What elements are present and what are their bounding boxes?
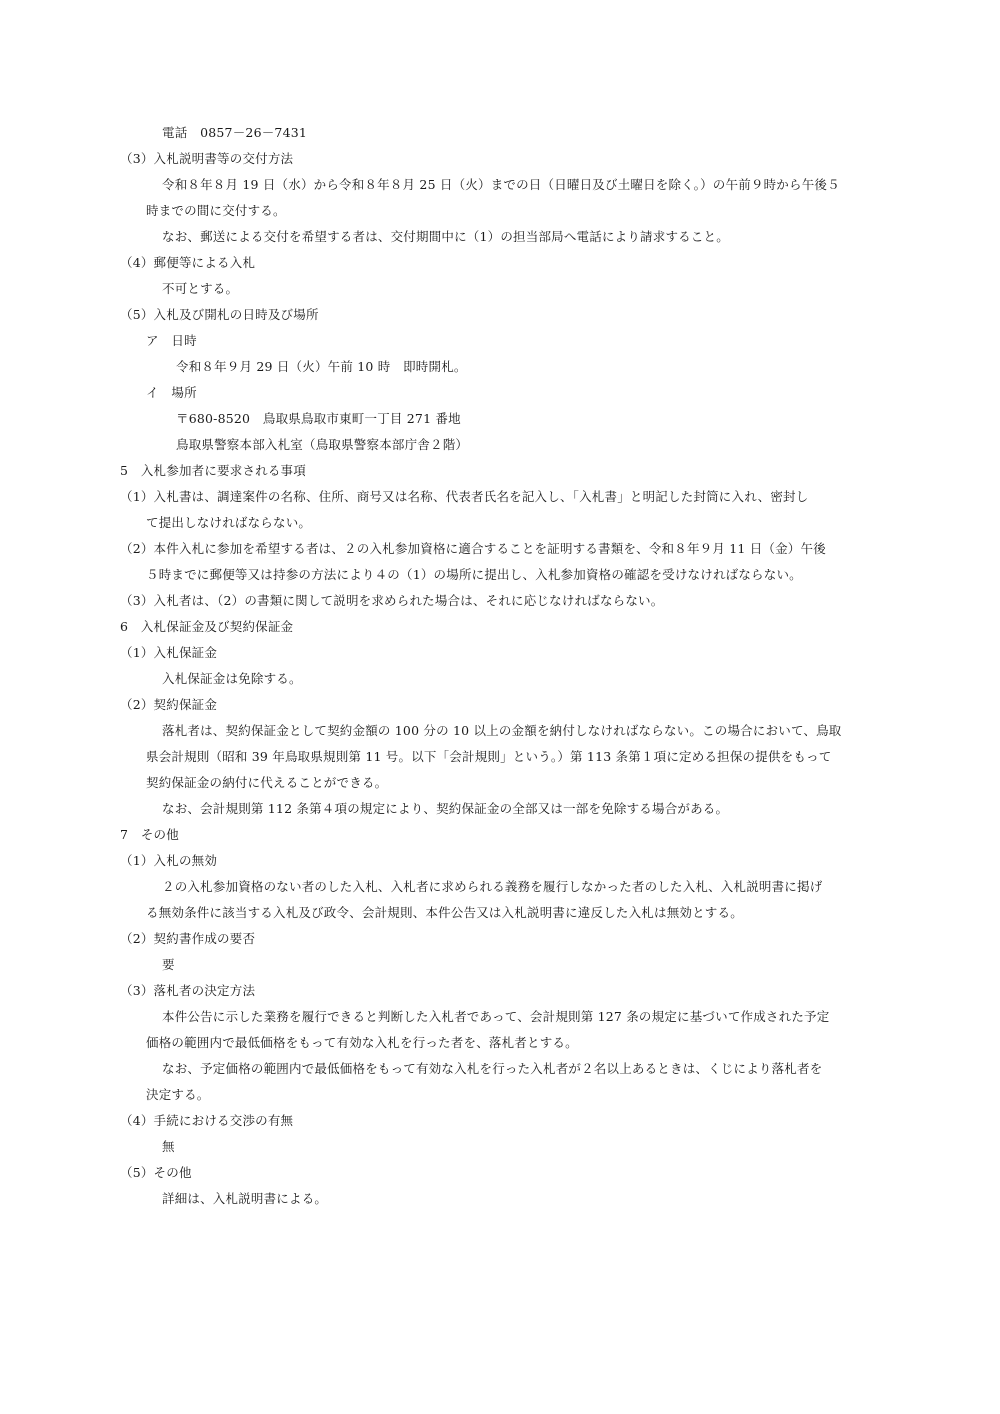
section-heading: （1）入札保証金 — [120, 645, 218, 660]
paragraph-line: 落札者は、契約保証金として契約金額の 100 分の 10 以上の金額を納付しなければならない。この場合において、鳥取 — [162, 723, 842, 738]
section-heading: （2）契約保証金 — [120, 697, 218, 712]
paragraph-line: 決定する。 — [146, 1087, 210, 1102]
section-heading: （5）入札及び開札の日時及び場所 — [120, 307, 319, 322]
sub-heading: イ 場所 — [146, 385, 197, 400]
paragraph-line: 要 — [162, 957, 175, 972]
paragraph-line: 令和８年９月 29 日（火）午前 10 時 即時開札。 — [176, 359, 467, 374]
sub-heading: ア 日時 — [146, 333, 197, 348]
paragraph-line: 令和８年８月 19 日（水）から令和８年８月 25 日（火）までの日（日曜日及び土曜日を除く。）の午前９時から午後５ — [162, 177, 840, 192]
section-heading: （1）入札の無効 — [120, 853, 218, 868]
paragraph-line: 時までの間に交付する。 — [146, 203, 286, 218]
section-heading: （4）手続における交渉の有無 — [120, 1113, 294, 1128]
paragraph-line: なお、郵送による交付を希望する者は、交付期間中に（1）の担当部局へ電話により請求すること。 — [162, 229, 729, 244]
paragraph-line: ５時までに郵便等又は持参の方法により４の（1）の場所に提出し、入札参加資格の確認を受けなければならない。 — [146, 567, 802, 582]
chapter-heading: 6 入札保証金及び契約保証金 — [120, 619, 294, 634]
paragraph-line: （3）入札者は、（2）の書類に関して説明を求められた場合は、それに応じなければならない。 — [120, 593, 664, 608]
paragraph-line: 契約保証金の納付に代えることができる。 — [146, 775, 388, 790]
section-heading: （4）郵便等による入札 — [120, 255, 256, 270]
paragraph-line: 無 — [162, 1139, 175, 1154]
chapter-heading: 7 その他 — [120, 827, 179, 842]
chapter-heading: 5 入札参加者に要求される事項 — [120, 463, 306, 478]
paragraph-line: る無効条件に該当する入札及び政令、会計規則、本件公告又は入札説明書に違反した入札は無効とする。 — [146, 905, 743, 920]
paragraph-line: 入札保証金は免除する。 — [162, 671, 302, 686]
address-line: 〒680-8520 鳥取県鳥取市東町一丁目 271 番地 — [176, 411, 461, 426]
paragraph-line: 本件公告に示した業務を履行できると判断した入札者であって、会計規則第 127 条の規定に基づいて作成された予定 — [162, 1009, 830, 1024]
paragraph-line: 詳細は、入札説明書による。 — [162, 1191, 328, 1206]
section-heading: （5）その他 — [120, 1165, 192, 1180]
section-heading: （2）契約書作成の要否 — [120, 931, 256, 946]
address-line: 鳥取県警察本部入札室（鳥取県警察本部庁舎２階） — [176, 437, 469, 452]
paragraph-line: なお、会計規則第 112 条第４項の規定により、契約保証金の全部又は一部を免除する場合がある。 — [162, 801, 729, 816]
section-heading: （3）入札説明書等の交付方法 — [120, 151, 294, 166]
paragraph-line: ２の入札参加資格のない者のした入札、入札者に求められる義務を履行しなかった者のした入札、入札説明書に掲げ — [162, 879, 823, 894]
section-heading: （3）落札者の決定方法 — [120, 983, 256, 998]
paragraph-line: （2）本件入札に参加を希望する者は、２の入札参加資格に適合することを証明する書類を、令和８年９月 11 日（金）午後 — [120, 541, 826, 556]
paragraph-line: 価格の範囲内で最低価格をもって有効な入札を行った者を、落札者とする。 — [146, 1035, 578, 1050]
contact-phone: 電話 0857－26－7431 — [162, 125, 308, 140]
paragraph-line: 県会計規則（昭和 39 年鳥取県規則第 11 号。以下「会計規則」という。）第 113 条第１項に定める担保の提供をもって — [146, 749, 832, 764]
paragraph-line: て提出しなければならない。 — [146, 515, 312, 530]
paragraph-line: なお、予定価格の範囲内で最低価格をもって有効な入札を行った入札者が２名以上あるときは、くじにより落札者を — [162, 1061, 823, 1076]
paragraph-line: 不可とする。 — [162, 281, 239, 296]
paragraph-line: （1）入札書は、調達案件の名称、住所、商号又は名称、代表者氏名を記入し、「入札書」と明記した封筒に入れ、密封し — [120, 489, 809, 504]
